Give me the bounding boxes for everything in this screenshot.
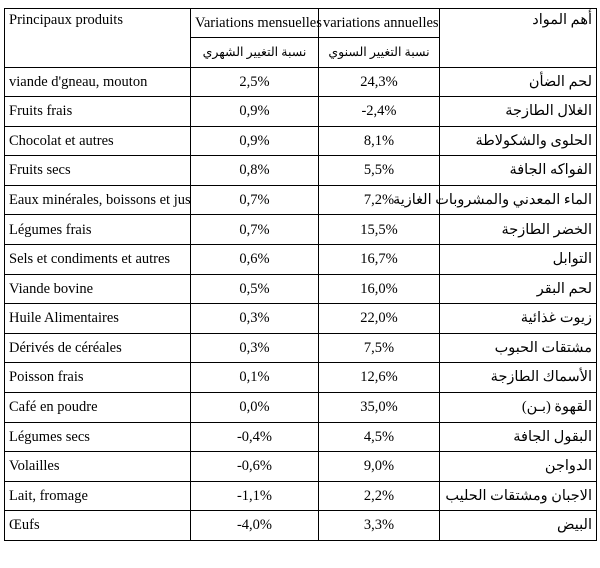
monthly-variation: 0,8% (191, 156, 319, 186)
header-annual-fr: variations annuelles (319, 9, 440, 38)
product-name-fr: Sels et condiments et autres (5, 245, 191, 275)
header-products-fr-blank (5, 37, 191, 67)
monthly-variation: 2,5% (191, 67, 319, 97)
annual-variation: 4,5% (319, 422, 440, 452)
monthly-variation: 0,7% (191, 185, 319, 215)
monthly-variation: 0,9% (191, 126, 319, 156)
annual-variation: 9,0% (319, 452, 440, 482)
product-name-fr: Fruits secs (5, 156, 191, 186)
product-name-ar: الدواجن (440, 452, 597, 482)
annual-variation: 8,1% (319, 126, 440, 156)
product-name-fr: Légumes frais (5, 215, 191, 245)
annual-variation: 24,3% (319, 67, 440, 97)
monthly-variation: -0,4% (191, 422, 319, 452)
product-name-ar: زيوت غذائية (440, 304, 597, 334)
product-name-fr: Volailles (5, 452, 191, 482)
table-row (5, 156, 597, 186)
header-row (5, 9, 597, 38)
product-name-ar: البقول الجافة (440, 422, 597, 452)
header-products-ar: أهم المواد (440, 9, 597, 38)
table-row (5, 185, 597, 215)
table-row (5, 215, 597, 245)
monthly-variation: 0,0% (191, 393, 319, 423)
table-row (5, 67, 597, 97)
product-name-ar: القهوة (بـن) (440, 393, 597, 423)
table-row (5, 245, 597, 275)
monthly-variation: 0,9% (191, 97, 319, 127)
annual-variation: -2,4% (319, 97, 440, 127)
product-name-fr: Huile Alimentaires (5, 304, 191, 334)
product-name-fr: Lait, fromage (5, 481, 191, 511)
annual-variation: 12,6% (319, 363, 440, 393)
header-annual-ar: نسبة التغيير السنوي (319, 37, 440, 67)
table-row (5, 481, 597, 511)
table-row (5, 333, 597, 363)
product-name-ar: التوابل (440, 245, 597, 275)
table-row (5, 304, 597, 334)
monthly-variation: 0,5% (191, 274, 319, 304)
table-row (5, 274, 597, 304)
product-name-fr: Œufs (5, 511, 191, 541)
annual-variation: 16,0% (319, 274, 440, 304)
table-row (5, 393, 597, 423)
monthly-variation: 0,3% (191, 304, 319, 334)
header-monthly-fr: Variations mensuelles (191, 9, 319, 38)
product-name-ar: الغلال الطازجة (440, 97, 597, 127)
header-products-ar-blank (440, 37, 597, 67)
product-name-ar: لحم الضأن (440, 67, 597, 97)
monthly-variation: 0,1% (191, 363, 319, 393)
product-name-fr: Eaux minérales, boissons et jus (5, 185, 191, 215)
product-name-fr: viande d'gneau, mouton (5, 67, 191, 97)
product-name-fr: Viande bovine (5, 274, 191, 304)
product-name-ar: البيض (440, 511, 597, 541)
annual-variation: 22,0% (319, 304, 440, 334)
product-name-fr: Poisson frais (5, 363, 191, 393)
product-name-ar: الخضر الطازجة (440, 215, 597, 245)
monthly-variation: 0,7% (191, 215, 319, 245)
table-row (5, 511, 597, 541)
subheader-row (5, 37, 597, 67)
table-row (5, 126, 597, 156)
annual-variation: 7,5% (319, 333, 440, 363)
product-name-ar: لحم البقر (440, 274, 597, 304)
product-name-ar: الحلوى والشكولاطة (440, 126, 597, 156)
annual-variation: 7,2% (319, 185, 440, 215)
product-name-ar: الفواكه الجافة (440, 156, 597, 186)
table-row (5, 97, 597, 127)
header-monthly-ar: نسبة التغيير الشهري (191, 37, 319, 67)
product-name-fr: Dérivés de céréales (5, 333, 191, 363)
annual-variation: 16,7% (319, 245, 440, 275)
product-name-fr: Fruits frais (5, 97, 191, 127)
product-name-ar: الاجبان ومشتقات الحليب (440, 481, 597, 511)
product-name-ar: الماء المعدني والمشروبات الغازية (440, 185, 597, 215)
table-row (5, 422, 597, 452)
product-name-fr: Café en poudre (5, 393, 191, 423)
annual-variation: 2,2% (319, 481, 440, 511)
annual-variation: 5,5% (319, 156, 440, 186)
product-name-ar: مشتقات الحبوب (440, 333, 597, 363)
header-products-fr: Principaux produits (5, 9, 191, 38)
monthly-variation: -4,0% (191, 511, 319, 541)
table-row (5, 452, 597, 482)
monthly-variation: -1,1% (191, 481, 319, 511)
product-name-fr: Légumes secs (5, 422, 191, 452)
price-variation-table (4, 8, 597, 541)
table-row (5, 363, 597, 393)
annual-variation: 3,3% (319, 511, 440, 541)
annual-variation: 15,5% (319, 215, 440, 245)
monthly-variation: 0,6% (191, 245, 319, 275)
product-name-ar: الأسماك الطازجة (440, 363, 597, 393)
product-name-fr: Chocolat et autres (5, 126, 191, 156)
monthly-variation: 0,3% (191, 333, 319, 363)
annual-variation: 35,0% (319, 393, 440, 423)
monthly-variation: -0,6% (191, 452, 319, 482)
